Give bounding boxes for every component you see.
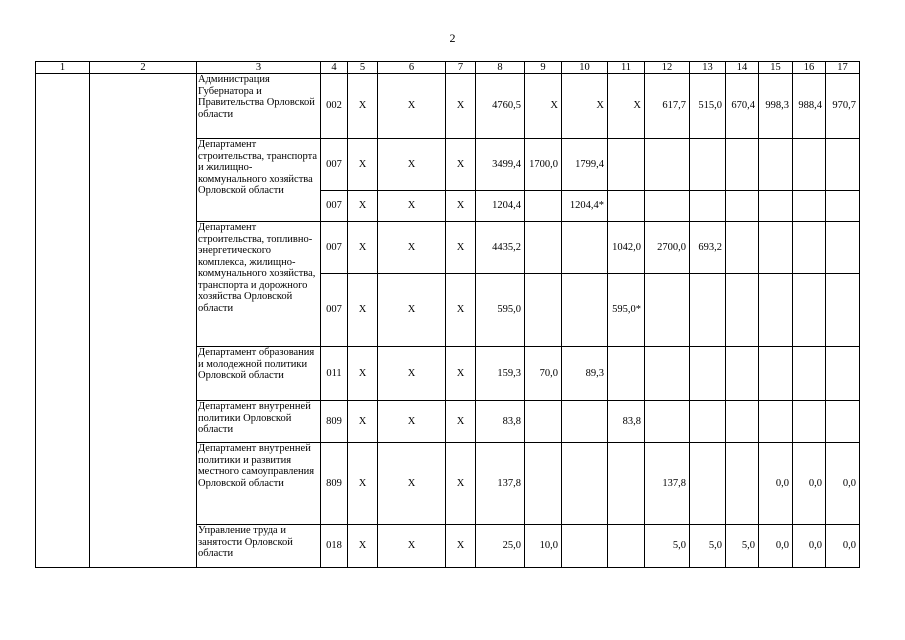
page-number: 2 xyxy=(449,31,456,45)
column-header-3: 3 xyxy=(197,62,321,74)
cell-c5: Х xyxy=(348,443,378,525)
cell-c8: 137,8 xyxy=(476,443,525,525)
column-header-8: 8 xyxy=(476,62,525,74)
cell-c11: Х xyxy=(608,74,645,139)
cell-c16: 988,4 xyxy=(793,74,826,139)
cell-c7: Х xyxy=(446,525,476,568)
cell-c12: 617,7 xyxy=(645,74,690,139)
column-header-9: 9 xyxy=(525,62,562,74)
cell-c13: 693,2 xyxy=(690,222,726,274)
cell-c13 xyxy=(690,347,726,401)
cell-c16 xyxy=(793,191,826,222)
column-header-11: 11 xyxy=(608,62,645,74)
column-header-4: 4 xyxy=(321,62,348,74)
cell-c8: 4760,5 xyxy=(476,74,525,139)
cell-c15 xyxy=(759,274,793,347)
cell-c17 xyxy=(826,274,860,347)
cell-c11 xyxy=(608,191,645,222)
col2-cell xyxy=(90,74,197,568)
cell-c5: Х xyxy=(348,191,378,222)
cell-c11 xyxy=(608,443,645,525)
cell-c5: Х xyxy=(348,74,378,139)
cell-code: 007 xyxy=(321,139,348,191)
cell-c12 xyxy=(645,401,690,443)
cell-c11 xyxy=(608,525,645,568)
table-row xyxy=(36,74,860,139)
column-header-16: 16 xyxy=(793,62,826,74)
cell-c11 xyxy=(608,347,645,401)
col1-cell xyxy=(36,74,90,568)
cell-c14 xyxy=(726,222,759,274)
cell-c14 xyxy=(726,443,759,525)
cell-c6: Х xyxy=(378,443,446,525)
cell-c16 xyxy=(793,401,826,443)
cell-c17 xyxy=(826,347,860,401)
column-header-13: 13 xyxy=(690,62,726,74)
cell-c7: Х xyxy=(446,347,476,401)
cell-c9: 70,0 xyxy=(525,347,562,401)
cell-c9 xyxy=(525,222,562,274)
cell-c17 xyxy=(826,222,860,274)
cell-c15: 0,0 xyxy=(759,525,793,568)
cell-c8: 595,0 xyxy=(476,274,525,347)
cell-c9 xyxy=(525,401,562,443)
cell-c13 xyxy=(690,139,726,191)
cell-c15 xyxy=(759,222,793,274)
cell-c13 xyxy=(690,191,726,222)
cell-c13 xyxy=(690,274,726,347)
column-header-14: 14 xyxy=(726,62,759,74)
cell-code: 007 xyxy=(321,222,348,274)
cell-c7: Х xyxy=(446,74,476,139)
cell-code: 011 xyxy=(321,347,348,401)
cell-c9: Х xyxy=(525,74,562,139)
cell-c13: 5,0 xyxy=(690,525,726,568)
organization-name: Департамент строительства, транспорта и жилищно-коммунального хозяйства Орловской области xyxy=(197,139,321,222)
cell-c7: Х xyxy=(446,274,476,347)
cell-c5: Х xyxy=(348,347,378,401)
cell-c9 xyxy=(525,274,562,347)
cell-c10 xyxy=(562,525,608,568)
column-header-1: 1 xyxy=(36,62,90,74)
cell-c8: 83,8 xyxy=(476,401,525,443)
cell-code: 018 xyxy=(321,525,348,568)
cell-c6: Х xyxy=(378,525,446,568)
column-header-15: 15 xyxy=(759,62,793,74)
cell-c12 xyxy=(645,347,690,401)
cell-c16: 0,0 xyxy=(793,525,826,568)
cell-c10 xyxy=(562,222,608,274)
cell-c13: 515,0 xyxy=(690,74,726,139)
cell-c14 xyxy=(726,347,759,401)
cell-c9 xyxy=(525,191,562,222)
organization-name: Департамент внутренней политики и развития местного самоуправления Орловской области xyxy=(197,443,321,525)
cell-c16 xyxy=(793,274,826,347)
cell-c11 xyxy=(608,139,645,191)
cell-c9: 10,0 xyxy=(525,525,562,568)
cell-c7: Х xyxy=(446,139,476,191)
cell-c14 xyxy=(726,191,759,222)
organization-name: Администрация Губернатора и Правительства Орловской области xyxy=(197,74,321,139)
cell-c5: Х xyxy=(348,401,378,443)
column-header-12: 12 xyxy=(645,62,690,74)
cell-c12: 137,8 xyxy=(645,443,690,525)
cell-c9 xyxy=(525,443,562,525)
cell-c16: 0,0 xyxy=(793,443,826,525)
cell-c11: 595,0* xyxy=(608,274,645,347)
column-header-10: 10 xyxy=(562,62,608,74)
organization-name: Департамент внутренней политики Орловской области xyxy=(197,401,321,443)
cell-code: 809 xyxy=(321,443,348,525)
cell-c17 xyxy=(826,139,860,191)
cell-c14 xyxy=(726,274,759,347)
cell-c14 xyxy=(726,139,759,191)
cell-code: 007 xyxy=(321,274,348,347)
cell-c11: 83,8 xyxy=(608,401,645,443)
cell-code: 007 xyxy=(321,191,348,222)
cell-c17 xyxy=(826,401,860,443)
cell-code: 002 xyxy=(321,74,348,139)
cell-c8: 159,3 xyxy=(476,347,525,401)
column-header-17: 17 xyxy=(826,62,860,74)
cell-c8: 4435,2 xyxy=(476,222,525,274)
cell-c11: 1042,0 xyxy=(608,222,645,274)
cell-c6: Х xyxy=(378,139,446,191)
cell-c6: Х xyxy=(378,274,446,347)
cell-c7: Х xyxy=(446,191,476,222)
cell-c15 xyxy=(759,347,793,401)
cell-c12 xyxy=(645,191,690,222)
cell-c15: 998,3 xyxy=(759,74,793,139)
cell-c17 xyxy=(826,191,860,222)
cell-c14: 5,0 xyxy=(726,525,759,568)
cell-c8: 1204,4 xyxy=(476,191,525,222)
cell-c5: Х xyxy=(348,139,378,191)
cell-c15: 0,0 xyxy=(759,443,793,525)
cell-c14: 670,4 xyxy=(726,74,759,139)
cell-c14 xyxy=(726,401,759,443)
cell-c16 xyxy=(793,139,826,191)
cell-c16 xyxy=(793,347,826,401)
cell-c13 xyxy=(690,443,726,525)
cell-c5: Х xyxy=(348,274,378,347)
cell-c6: Х xyxy=(378,74,446,139)
organization-name: Управление труда и занятости Орловской области xyxy=(197,525,321,568)
cell-c7: Х xyxy=(446,401,476,443)
cell-c10: 1799,4 xyxy=(562,139,608,191)
column-header-5: 5 xyxy=(348,62,378,74)
column-header-row xyxy=(36,62,860,74)
cell-c13 xyxy=(690,401,726,443)
cell-c15 xyxy=(759,139,793,191)
cell-c5: Х xyxy=(348,222,378,274)
cell-c10 xyxy=(562,443,608,525)
cell-c10 xyxy=(562,274,608,347)
cell-c16 xyxy=(793,222,826,274)
cell-c10 xyxy=(562,401,608,443)
cell-c12 xyxy=(645,274,690,347)
column-header-6: 6 xyxy=(378,62,446,74)
cell-c6: Х xyxy=(378,401,446,443)
column-header-2: 2 xyxy=(90,62,197,74)
cell-c12 xyxy=(645,139,690,191)
cell-c6: Х xyxy=(378,191,446,222)
budget-table xyxy=(35,61,860,568)
cell-c9: 1700,0 xyxy=(525,139,562,191)
cell-c10: 1204,4* xyxy=(562,191,608,222)
cell-c7: Х xyxy=(446,443,476,525)
cell-c12: 5,0 xyxy=(645,525,690,568)
cell-c7: Х xyxy=(446,222,476,274)
cell-c5: Х xyxy=(348,525,378,568)
column-header-7: 7 xyxy=(446,62,476,74)
cell-c6: Х xyxy=(378,347,446,401)
cell-c12: 2700,0 xyxy=(645,222,690,274)
cell-code: 809 xyxy=(321,401,348,443)
cell-c15 xyxy=(759,401,793,443)
cell-c15 xyxy=(759,191,793,222)
cell-c17: 0,0 xyxy=(826,443,860,525)
cell-c8: 25,0 xyxy=(476,525,525,568)
organization-name: Департамент образования и молодежной политики Орловской области xyxy=(197,347,321,401)
organization-name: Департамент строительства, топливно-энергетического комплекса, жилищно-коммунального хозяйства, транспорта и дорожного хозяйства Орловской области xyxy=(197,222,321,347)
cell-c8: 3499,4 xyxy=(476,139,525,191)
cell-c6: Х xyxy=(378,222,446,274)
cell-c10: 89,3 xyxy=(562,347,608,401)
cell-c17: 970,7 xyxy=(826,74,860,139)
cell-c10: Х xyxy=(562,74,608,139)
cell-c17: 0,0 xyxy=(826,525,860,568)
